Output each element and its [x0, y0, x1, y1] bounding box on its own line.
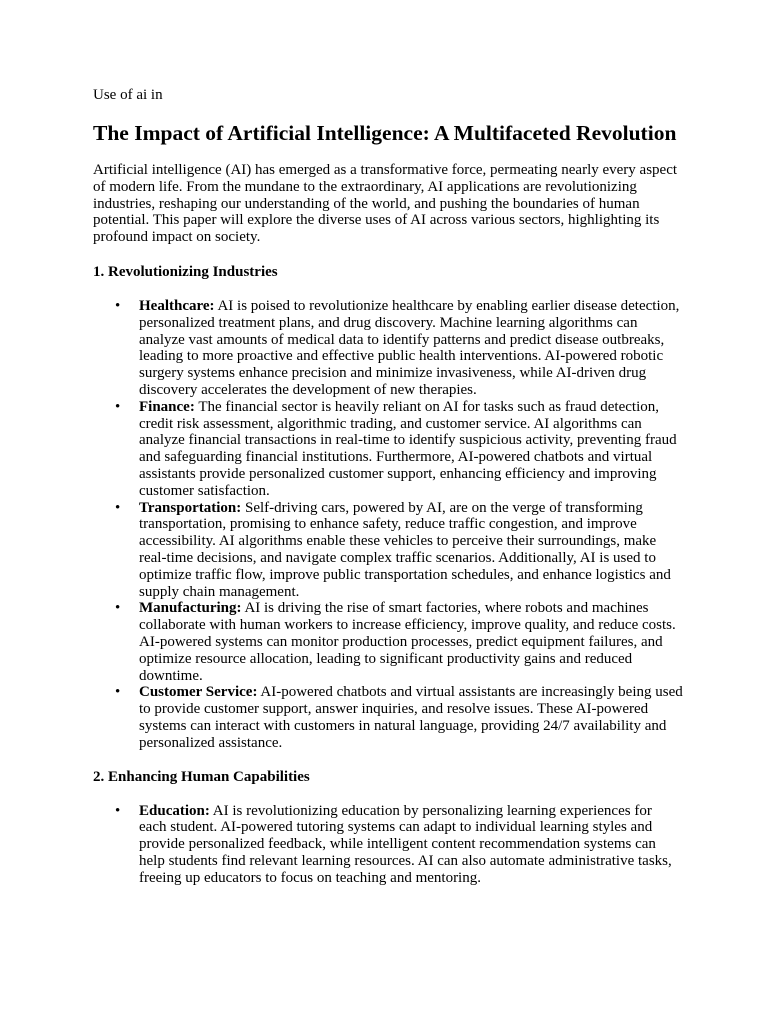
bullet-icon: • [115, 499, 121, 516]
item-term: Transportation: [139, 499, 242, 516]
list-item-transportation [93, 500, 683, 601]
pre-title: Use of ai in [93, 87, 163, 103]
list-item-customer-service [93, 684, 683, 751]
list-item-education [93, 803, 683, 887]
item-term: Education: [139, 802, 210, 819]
bullet-icon: • [115, 398, 121, 415]
section-heading-human-capabilities: 2. Enhancing Human Capabilities [93, 768, 310, 785]
item-term: Manufacturing: [139, 600, 242, 617]
item-term: Healthcare: [139, 297, 215, 314]
list-item-finance [93, 399, 683, 500]
item-text: The financial sector is heavily reliant on AI for tasks such as fraud detection, credit risk assessment, algorithmic trading, and customer service. AI algorithms can analyze financial transactions in real-time to identify suspicious activity, preventing fraud and safeguarding financial institutions. Furthermore, AI-powered chatbots and virtual assistants provide personalized customer support, enhancing efficiency and improving customer satisfaction. [139, 398, 677, 499]
document-title: The Impact of Artificial Intelligence: A Multifaceted Revolution [93, 121, 677, 145]
bullet-icon: • [115, 802, 121, 819]
item-term: Finance: [139, 398, 195, 415]
bullet-icon: • [115, 297, 121, 314]
list-item-manufacturing [93, 600, 683, 684]
bullet-list-industries [93, 298, 683, 752]
document-page [93, 87, 683, 903]
item-text: AI-powered chatbots and virtual assistants are increasingly being used to provide customer support, answer inquiries, and resolve issues. These AI-powered systems can interact with customers in natural language, providing 24/7 availability and personalized assistance. [139, 684, 683, 751]
bullet-list-human-capabilities [93, 803, 683, 887]
item-text: AI is driving the rise of smart factories, where robots and machines collaborate with human workers to increase efficiency, improve quality, and reduce costs. AI-powered systems can monitor production processes, predict equipment failures, and optimize resource allocation, leading to significant productivity gains and reduced downtime. [139, 600, 676, 684]
item-text: Self-driving cars, powered by AI, are on the verge of transforming transportation, promising to enhance safety, reduce traffic congestion, and improve accessibility. AI algorithms enable these vehicles to perceive their surroundings, make real-time decisions, and navigate complex traffic scenarios. Additionally, AI is used to optimize traffic flow, improve public transportation schedules, and enhance logistics and supply chain management. [139, 499, 671, 600]
item-text: AI is poised to revolutionize healthcare by enabling earlier disease detection, personalized treatment plans, and drug discovery. Machine learning algorithms can analyze vast amounts of medical data to identify patterns and predict disease outbreaks, leading to more proactive and effective public health interventions. AI-powered robotic surgery systems enhance precision and minimize invasiveness, while AI-driven drug discovery accelerates the development of new therapies. [139, 297, 680, 398]
intro-paragraph: Artificial intelligence (AI) has emerged as a transformative force, permeating nearly every aspect of modern life. From the mundane to the extraordinary, AI applications are revolutionizing industries, reshaping our understanding of the world, and pushing the boundaries of human potential. This paper will explore the diverse uses of AI across various sectors, highlighting its profound impact on society. [93, 162, 678, 246]
bullet-icon: • [115, 684, 121, 701]
list-item-healthcare [93, 298, 683, 399]
section-heading-industries: 1. Revolutionizing Industries [93, 263, 278, 280]
bullet-icon: • [115, 600, 121, 617]
item-term: Customer Service: [139, 684, 258, 701]
item-text: AI is revolutionizing education by personalizing learning experiences for each student. AI-powered tutoring systems can adapt to individual learning styles and provide personalized feedback, while intelligent content recommendation systems can help students find relevant learning resources. AI can also automate administrative tasks, freeing up educators to focus on teaching and mentoring. [139, 802, 672, 886]
